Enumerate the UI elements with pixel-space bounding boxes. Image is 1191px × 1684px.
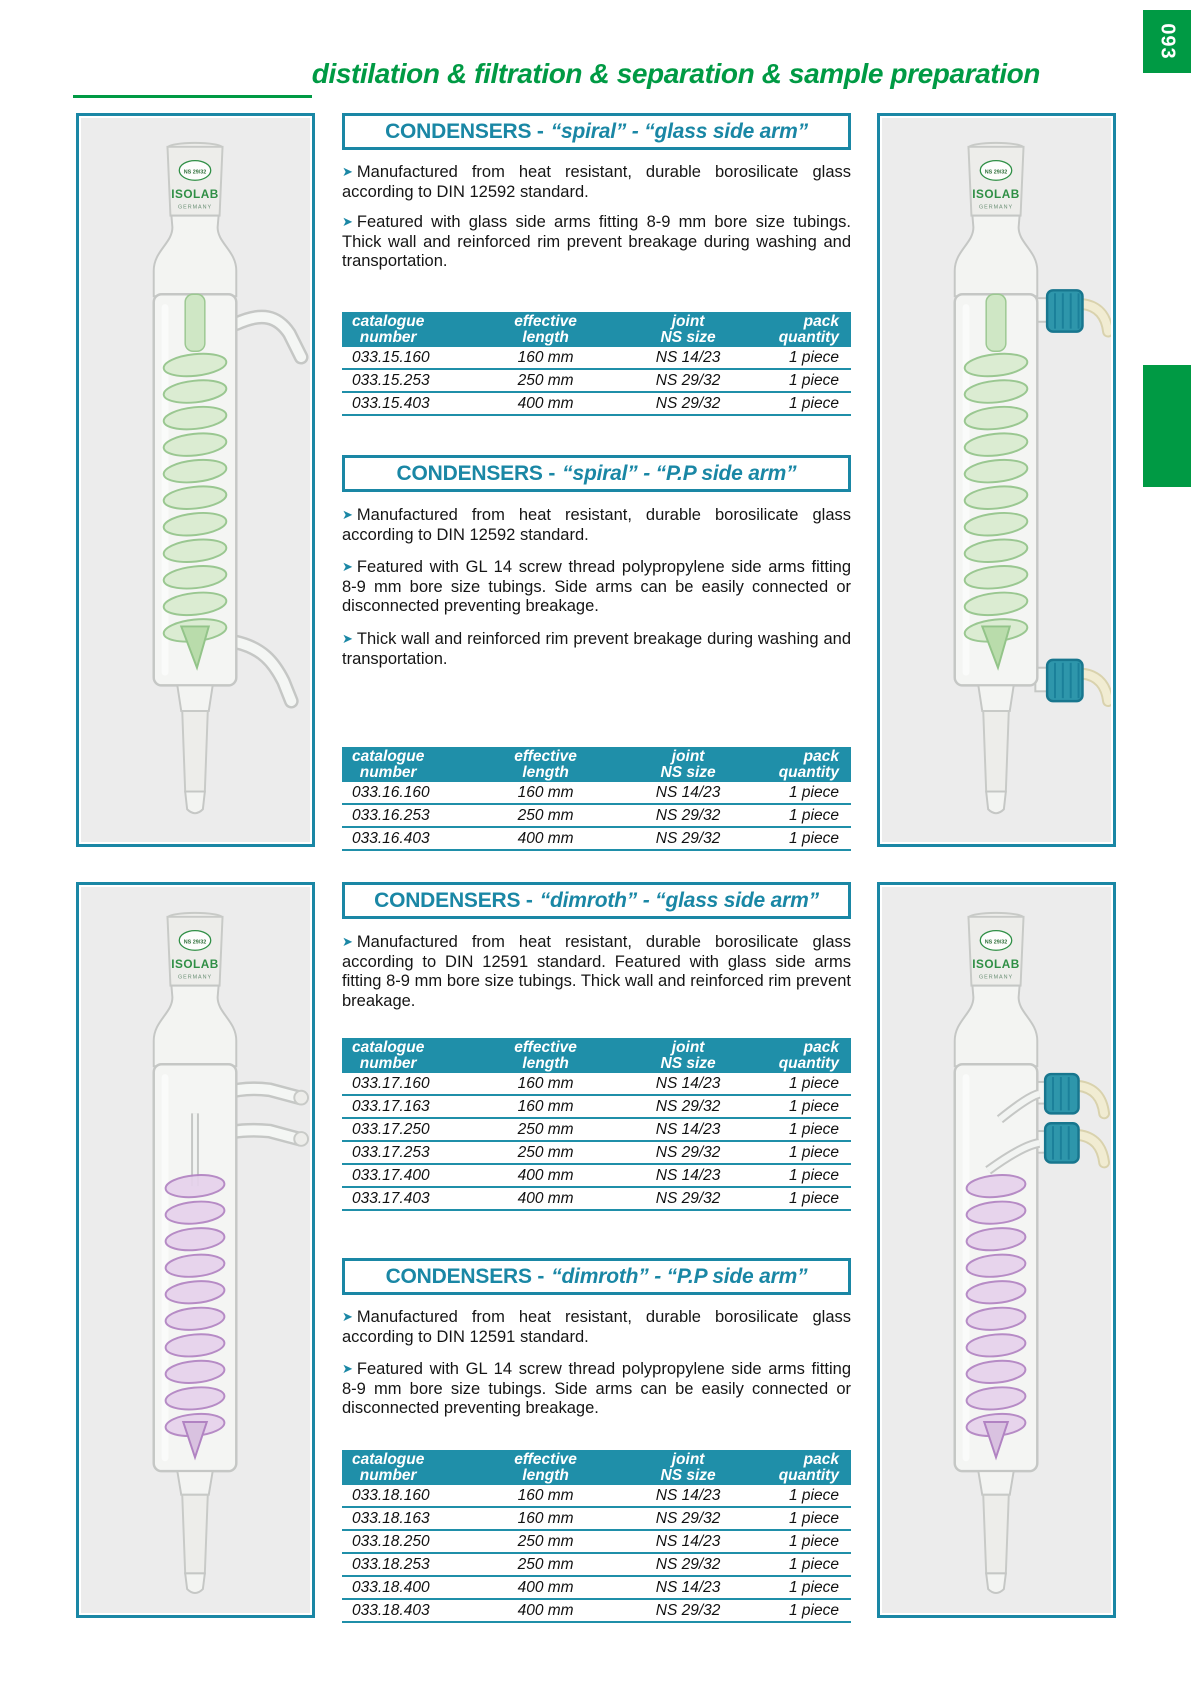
table-cell: 1 piece: [788, 1601, 839, 1619]
table-header-row: [342, 1038, 851, 1073]
product-description: [342, 163, 851, 202]
description-text: Manufactured from heat resistant, durable borosilicate glass according to DIN 12591 standard.: [342, 1308, 851, 1346]
brand-label: ISOLAB: [171, 187, 219, 201]
column-header: catalogue number: [352, 748, 425, 781]
pp-screw-cap-bottom: [1047, 660, 1082, 701]
column-header: effective length: [514, 1039, 577, 1072]
section-title-variant: “spiral” - “P.P side arm”: [562, 461, 797, 485]
table-cell: 033.16.403: [352, 829, 430, 847]
description-text: Featured with GL 14 screw thread polypropylene side arms fitting 8-9 mm bore size tubings. Side arms can be easily connected or disconnected preventing breakage.: [342, 558, 851, 615]
table-cell: 033.18.400: [352, 1578, 430, 1596]
table-cell: NS 29/32: [655, 1189, 721, 1207]
table-cell: 1 piece: [788, 1555, 839, 1573]
table-row: [342, 1508, 851, 1531]
table-cell: 400 mm: [517, 1189, 574, 1207]
product-photo-dimroth-pp-side-arm: [877, 882, 1116, 1618]
bullet-arrow-icon: ➤: [342, 1309, 353, 1324]
table-cell: 033.18.160: [352, 1486, 430, 1504]
table-cell: 033.18.403: [352, 1601, 430, 1619]
table-cell: 033.17.253: [352, 1143, 430, 1161]
table-cell: NS 14/23: [655, 1486, 721, 1504]
table-cell: NS 29/32: [655, 806, 721, 824]
table-cell: 400 mm: [517, 829, 574, 847]
table-cell: NS 29/32: [655, 1601, 721, 1619]
table-cell: 033.15.253: [352, 371, 430, 389]
column-header: catalogue number: [352, 1451, 425, 1484]
condenser-spiral-glass-illustration: [81, 118, 310, 842]
table-row: [342, 828, 851, 851]
table-cell: 160 mm: [517, 1097, 574, 1115]
description-text: Manufactured from heat resistant, durable borosilicate glass according to DIN 12591 standard. Featured with glass side arms fitting 8-9 mm bore size tubings. Thick wall and reinforced rim prevent breakage.: [342, 933, 851, 1010]
pp-screw-cap-upper: [1045, 1074, 1078, 1113]
table-cell: 250 mm: [517, 371, 574, 389]
table-cell: 1 piece: [788, 829, 839, 847]
description-text: Featured with glass side arms fitting 8-9 mm bore size tubings. Thick wall and reinforced rim prevent breakage during washing and transportation.: [342, 213, 851, 270]
table-cell: NS 14/23: [655, 783, 721, 801]
brand-label: ISOLAB: [972, 187, 1020, 201]
origin-label: GERMANY: [978, 974, 1014, 981]
photo-background: [81, 118, 310, 842]
table-header-row: [342, 312, 851, 347]
ground-joint-cone: [182, 711, 208, 792]
product-description: [342, 1360, 851, 1419]
table-row: [342, 1600, 851, 1623]
table-cell: 033.16.253: [352, 806, 430, 824]
description-text: Thick wall and reinforced rim prevent breakage during washing and transportation.: [342, 630, 851, 668]
page-number-tab: [1143, 10, 1191, 73]
product-description: [342, 213, 851, 272]
table-cell: 1 piece: [788, 783, 839, 801]
table-cell: 1 piece: [788, 806, 839, 824]
product-description: [342, 933, 851, 1011]
origin-label: GERMANY: [177, 204, 213, 211]
table-cell: 250 mm: [517, 1555, 574, 1573]
table-cell: NS 29/32: [655, 1143, 721, 1161]
description-text: Featured with GL 14 screw thread polypropylene side arms fitting 8-9 mm bore size tubings. Side arms can be easily connected or disconnected preventing breakage.: [342, 1360, 851, 1417]
section-title-spiral-glass-side-arm: [342, 113, 851, 150]
product-table-spiral-glass: [342, 312, 851, 416]
table-cell: 1 piece: [788, 1120, 839, 1138]
spiral-coil: [964, 351, 1029, 644]
table-row: [342, 1554, 851, 1577]
bullet-arrow-icon: ➤: [342, 934, 353, 949]
table-cell: NS 29/32: [655, 394, 721, 412]
inner-feed-tube: [986, 294, 1006, 351]
table-cell: NS 29/32: [655, 1555, 721, 1573]
table-cell: NS 14/23: [655, 1074, 721, 1092]
inner-feed-tube: [185, 294, 205, 351]
photo-background: [81, 887, 310, 1613]
table-row: [342, 370, 851, 393]
table-row: [342, 1165, 851, 1188]
photo-background: [882, 887, 1111, 1613]
header-rule: [73, 95, 312, 98]
table-cell: 400 mm: [517, 1601, 574, 1619]
product-table-dimroth-pp: [342, 1450, 851, 1623]
table-header-row: [342, 747, 851, 782]
table-cell: 033.17.403: [352, 1189, 430, 1207]
condenser-spiral-pp-illustration: [882, 118, 1111, 842]
table-cell: 033.17.163: [352, 1097, 430, 1115]
product-description: [342, 630, 851, 669]
table-cell: NS 14/23: [655, 1166, 721, 1184]
origin-label: GERMANY: [978, 204, 1014, 211]
origin-label: GERMANY: [177, 974, 213, 981]
product-table-spiral-pp: [342, 747, 851, 851]
bullet-arrow-icon: ➤: [342, 214, 353, 229]
table-cell: 1 piece: [788, 1074, 839, 1092]
table-cell: 033.18.253: [352, 1555, 430, 1573]
section-title-variant: “spiral” - “glass side arm”: [550, 119, 808, 143]
table-cell: 1 piece: [788, 1509, 839, 1527]
table-cell: 250 mm: [517, 806, 574, 824]
table-row: [342, 1531, 851, 1554]
table-cell: 033.17.400: [352, 1166, 430, 1184]
column-header: pack quantity: [778, 1039, 839, 1072]
bullet-arrow-icon: ➤: [342, 507, 353, 522]
table-cell: 033.16.160: [352, 783, 430, 801]
column-header: catalogue number: [352, 313, 425, 346]
section-title-prefix: CONDENSERS -: [385, 119, 544, 143]
bullet-arrow-icon: ➤: [342, 631, 353, 646]
table-cell: 1 piece: [788, 1532, 839, 1550]
table-row: [342, 1188, 851, 1211]
joint-size-label: NS 29/32: [183, 169, 207, 176]
column-header: joint NS size: [660, 748, 716, 781]
table-cell: NS 29/32: [655, 371, 721, 389]
column-header: pack quantity: [778, 1451, 839, 1484]
table-cell: NS 14/23: [655, 348, 721, 366]
condenser-dimroth-glass-illustration: [81, 887, 310, 1613]
product-description: [342, 506, 851, 545]
section-title-spiral-pp-side-arm: [342, 455, 851, 492]
column-header: joint NS size: [660, 1039, 716, 1072]
table-cell: 033.15.160: [352, 348, 430, 366]
table-row: [342, 1096, 851, 1119]
bullet-arrow-icon: ➤: [342, 559, 353, 574]
brand-label: ISOLAB: [972, 957, 1020, 971]
table-row: [342, 347, 851, 370]
table-cell: 033.17.250: [352, 1120, 430, 1138]
page-title: distilation & filtration & separation & sample preparation: [311, 58, 1040, 89]
joint-size-label: NS 29/32: [984, 169, 1008, 176]
table-cell: 033.17.160: [352, 1074, 430, 1092]
table-cell: 1 piece: [788, 348, 839, 366]
table-cell: 033.18.163: [352, 1509, 430, 1527]
table-cell: 033.15.403: [352, 394, 430, 412]
table-cell: NS 14/23: [655, 1532, 721, 1550]
table-cell: 1 piece: [788, 371, 839, 389]
ground-joint-cone: [983, 1495, 1009, 1574]
table-cell: 160 mm: [517, 1509, 574, 1527]
spiral-coil: [163, 351, 228, 644]
table-cell: 250 mm: [517, 1120, 574, 1138]
section-title-dimroth-glass-side-arm: [342, 882, 851, 919]
table-row: [342, 1485, 851, 1508]
table-row: [342, 393, 851, 416]
condenser-dimroth-pp-illustration: [882, 887, 1111, 1613]
bullet-arrow-icon: ➤: [342, 1361, 353, 1376]
table-cell: 250 mm: [517, 1143, 574, 1161]
table-cell: 1 piece: [788, 394, 839, 412]
column-header: joint NS size: [660, 313, 716, 346]
table-cell: NS 29/32: [655, 829, 721, 847]
table-row: [342, 1119, 851, 1142]
product-photo-spiral-glass-side-arm: [76, 113, 315, 847]
joint-size-label: NS 29/32: [984, 939, 1008, 946]
section-title-prefix: CONDENSERS -: [385, 1264, 545, 1288]
table-header-row: [342, 1450, 851, 1485]
table-cell: NS 14/23: [655, 1120, 721, 1138]
section-title-variant: “dimroth” - “P.P side arm”: [551, 1264, 808, 1288]
column-header: effective length: [514, 313, 577, 346]
pp-screw-cap-top: [1047, 290, 1082, 331]
section-indicator-tab: [1143, 365, 1191, 487]
table-row: [342, 782, 851, 805]
table-row: [342, 1142, 851, 1165]
column-header: joint NS size: [660, 1451, 716, 1484]
table-cell: 1 piece: [788, 1578, 839, 1596]
ground-joint-cone: [983, 711, 1009, 792]
section-title-prefix: CONDENSERS -: [374, 888, 533, 912]
table-cell: 160 mm: [517, 1074, 574, 1092]
section-title-dimroth-pp-side-arm: [342, 1258, 851, 1295]
table-cell: 400 mm: [517, 1578, 574, 1596]
description-text: Manufactured from heat resistant, durable borosilicate glass according to DIN 12592 standard.: [342, 506, 851, 544]
section-title-prefix: CONDENSERS -: [396, 461, 556, 485]
table-cell: NS 29/32: [655, 1097, 721, 1115]
table-cell: 160 mm: [517, 783, 574, 801]
table-cell: NS 14/23: [655, 1578, 721, 1596]
page-number: 093: [1156, 23, 1179, 60]
table-cell: 1 piece: [788, 1166, 839, 1184]
column-header: effective length: [514, 748, 577, 781]
brand-label: ISOLAB: [171, 957, 219, 971]
section-title-variant: “dimroth” - “glass side arm”: [539, 888, 819, 912]
column-header: pack quantity: [778, 313, 839, 346]
table-cell: 033.18.250: [352, 1532, 430, 1550]
table-cell: 160 mm: [517, 1486, 574, 1504]
table-cell: 1 piece: [788, 1143, 839, 1161]
table-cell: 160 mm: [517, 348, 574, 366]
table-cell: 400 mm: [517, 394, 574, 412]
product-description: [342, 558, 851, 617]
table-row: [342, 805, 851, 828]
product-photo-spiral-pp-side-arm: [877, 113, 1116, 847]
product-table-dimroth-glass: [342, 1038, 851, 1211]
description-text: Manufactured from heat resistant, durable borosilicate glass according to DIN 12592 standard.: [342, 163, 851, 201]
column-header: effective length: [514, 1451, 577, 1484]
product-photo-dimroth-glass-side-arm: [76, 882, 315, 1618]
table-cell: 400 mm: [517, 1166, 574, 1184]
joint-size-label: NS 29/32: [183, 939, 207, 946]
pp-screw-cap-lower: [1045, 1123, 1078, 1162]
product-description: [342, 1308, 851, 1347]
table-row: [342, 1073, 851, 1096]
table-cell: 1 piece: [788, 1189, 839, 1207]
bullet-arrow-icon: ➤: [342, 164, 353, 179]
table-row: [342, 1577, 851, 1600]
ground-joint-cone: [182, 1495, 208, 1574]
column-header: pack quantity: [778, 748, 839, 781]
table-cell: 1 piece: [788, 1097, 839, 1115]
photo-background: [882, 118, 1111, 842]
table-cell: 1 piece: [788, 1486, 839, 1504]
table-cell: NS 29/32: [655, 1509, 721, 1527]
table-cell: 250 mm: [517, 1532, 574, 1550]
column-header: catalogue number: [352, 1039, 425, 1072]
